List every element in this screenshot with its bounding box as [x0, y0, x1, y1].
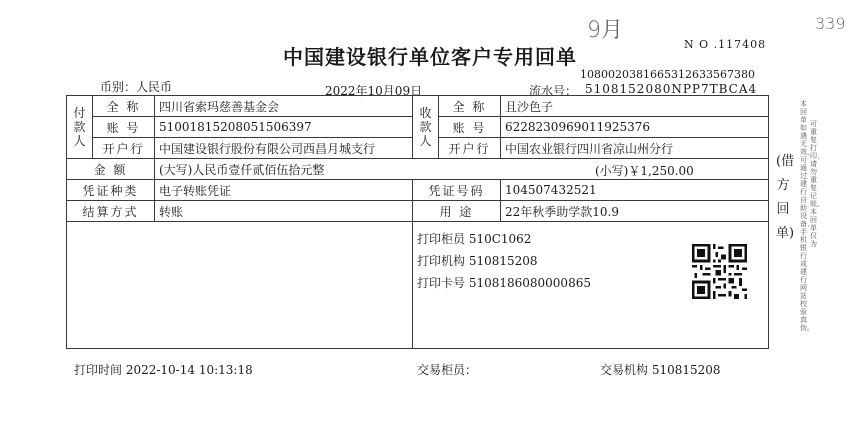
side-note-2: 可重复打印，请勿重复记账。本回单仅为 — [810, 120, 824, 248]
amount-upper: (大写)人民币壹仟贰佰伍拾元整 — [159, 162, 325, 177]
settlement-method: 转账 — [155, 201, 413, 222]
payer-bank: 中国建设银行股份有限公司西昌月城支行 — [155, 138, 413, 159]
payer-account-label: 账 号 — [93, 117, 155, 138]
table-row — [67, 159, 769, 180]
receipt-date: 2022年10月09日 — [325, 84, 423, 98]
purpose-label: 用 途 — [413, 201, 501, 222]
payee-account: 6228230969011925376 — [501, 117, 769, 138]
print-org: 打印机构 510815208 — [417, 254, 538, 268]
purpose: 22年秋季助学款10.9 — [501, 201, 769, 222]
settlement-label: 结算方式 — [67, 201, 155, 222]
print-teller: 打印柜员 510C1062 — [417, 232, 532, 246]
voucher-no-label: 凭证号码 — [413, 180, 501, 201]
amount-label: 金 额 — [67, 159, 155, 180]
payee-bank-label: 开户行 — [439, 138, 501, 159]
trade-org: 交易机构 510815208 — [600, 363, 721, 377]
table-row — [67, 96, 769, 117]
amount-cell — [155, 159, 769, 180]
payer-bank-label: 开户行 — [93, 138, 155, 159]
payee-side-label: 收 款 人 — [413, 96, 439, 159]
qr-code-icon — [692, 244, 747, 299]
voucher-no: 104507432521 — [501, 180, 769, 201]
side-note-1: 本回单如遇无效，可通过建行自助设备、手机银行或建行网站校验真伪。 — [800, 100, 814, 332]
voucher-type: 电子转账凭证 — [155, 180, 413, 201]
table-row — [67, 222, 769, 349]
blank-area — [67, 222, 413, 349]
voucher-type-label: 凭证种类 — [67, 180, 155, 201]
receipt-table — [66, 95, 769, 349]
serial-number: 108002038166531263356738​0 — [580, 68, 755, 81]
payee-name-label: 全 称 — [439, 96, 501, 117]
payee-bank: 中国农业银行四川省凉山州分行 — [501, 138, 769, 159]
handwritten-number: 339 — [815, 14, 846, 33]
amount-lower: (小写)￥1,250.00 — [595, 164, 694, 178]
debit-receipt-label: (借 方 回 单) — [776, 154, 795, 241]
payer-name-label: 全 称 — [93, 96, 155, 117]
print-time: 打印时间 2022-10-14 10:13:18 — [74, 363, 253, 377]
handwritten-month: 9月 — [587, 18, 623, 43]
payer-name: 四川省索玛慈善基金会 — [155, 96, 413, 117]
payer-side-label: 付 款 人 — [67, 96, 93, 159]
page-title: 中国建设银行单位客户专用回单 — [283, 45, 577, 69]
print-card: 打印卡号 5108186080000865 — [417, 276, 591, 290]
table-row — [67, 180, 769, 201]
table-row — [67, 201, 769, 222]
flow-label: 流水号： — [529, 84, 578, 98]
payee-account-label: 账 号 — [439, 117, 501, 138]
flow-number: 5108152080NPP7TBCA4 — [585, 82, 758, 96]
document-number: N O .117408 — [684, 38, 767, 51]
payer-account: 51001815208051506397 — [155, 117, 413, 138]
currency: 币别：人民币 — [100, 80, 173, 94]
trade-teller: 交易柜员： — [417, 363, 478, 377]
payee-name: 且沙色子 — [501, 96, 769, 117]
